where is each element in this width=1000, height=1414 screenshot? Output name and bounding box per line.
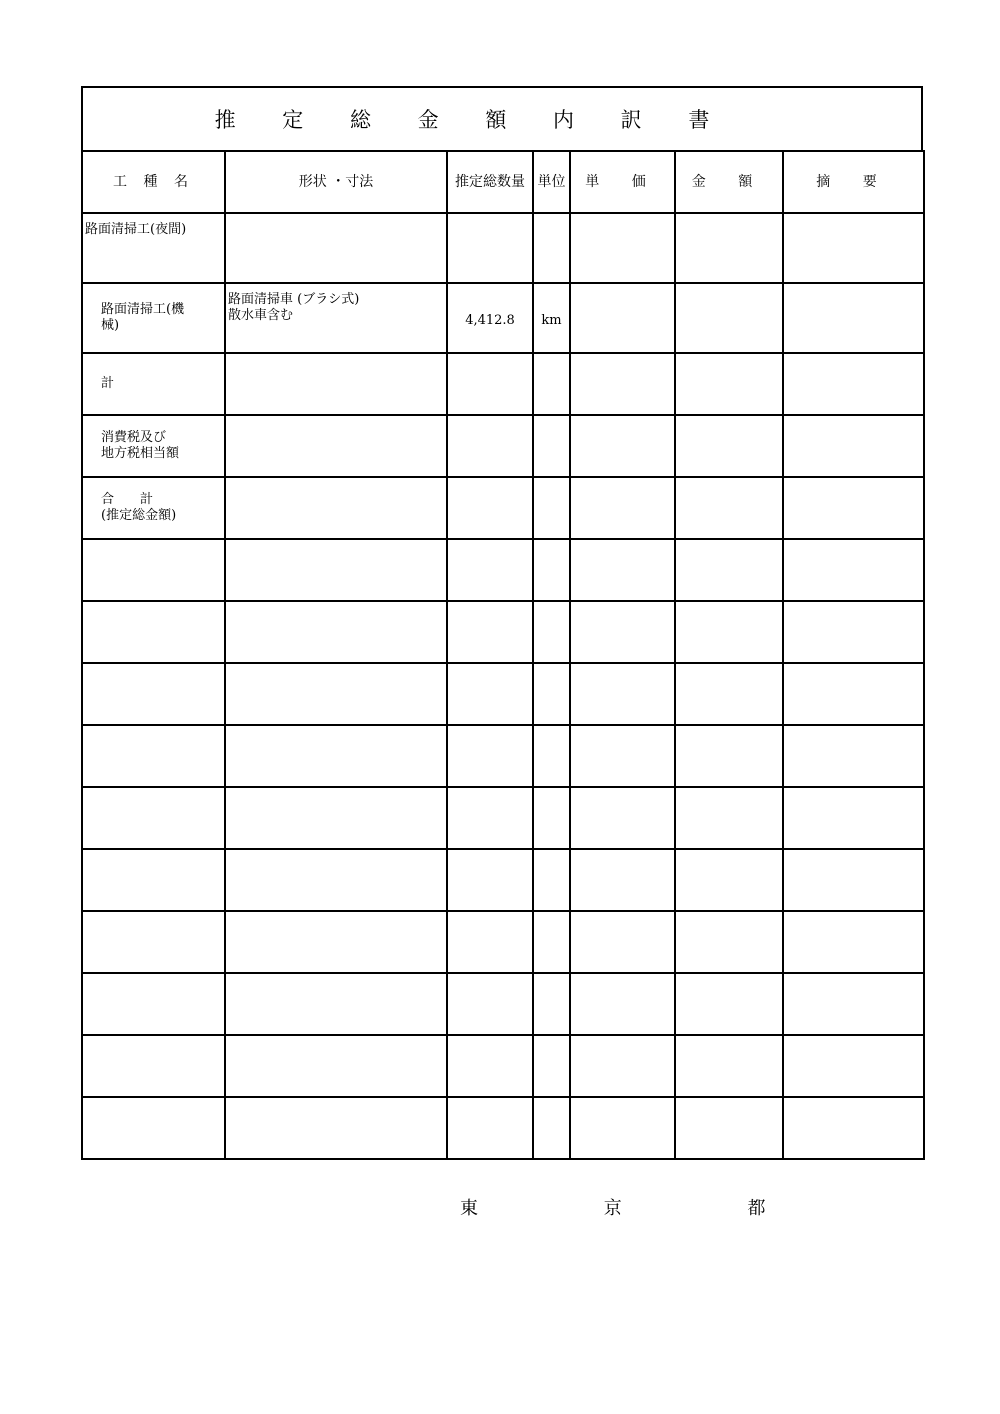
breakdown-table [81, 150, 925, 1160]
cell-remarks [783, 283, 924, 353]
cell-shape [225, 415, 447, 477]
empty-row [82, 539, 924, 601]
issuer-name: 東 京 都 [460, 1198, 826, 1219]
cell-unit [533, 477, 570, 539]
empty-row [82, 787, 924, 849]
cell-shape: 路面清掃車 (ブラシ式) 散水車含む [225, 283, 447, 353]
empty-row [82, 601, 924, 663]
cell-amount [675, 283, 783, 353]
cell-amount [675, 415, 783, 477]
header-unit: 単位 [533, 151, 570, 213]
empty-row [82, 973, 924, 1035]
empty-row [82, 849, 924, 911]
cell-unit-price [570, 283, 675, 353]
cell-unit [533, 415, 570, 477]
estimate-sheet [81, 86, 923, 1160]
table-row [82, 353, 924, 415]
cell-remarks [783, 353, 924, 415]
cell-qty [447, 213, 533, 283]
table-row [82, 213, 924, 283]
cell-unit-price [570, 353, 675, 415]
cell-remarks [783, 477, 924, 539]
empty-row [82, 1035, 924, 1097]
header-unit-price: 単 価 [570, 151, 675, 213]
header-name: 工 種 名 [82, 151, 225, 213]
cell-name: 合 計 (推定総金額) [82, 477, 225, 539]
cell-unit [533, 213, 570, 283]
cell-remarks [783, 415, 924, 477]
header-qty: 推定総数量 [447, 151, 533, 213]
empty-row [82, 663, 924, 725]
table-row [82, 477, 924, 539]
cell-shape [225, 353, 447, 415]
cell-shape [225, 213, 447, 283]
cell-qty [447, 353, 533, 415]
header-amount: 金 額 [675, 151, 783, 213]
header-remarks: 摘 要 [783, 151, 924, 213]
cell-qty [447, 415, 533, 477]
cell-name: 路面清掃工(夜間) [82, 213, 225, 283]
cell-qty [447, 477, 533, 539]
cell-amount [675, 353, 783, 415]
cell-name: 消費税及び 地方税相当額 [82, 415, 225, 477]
cell-remarks [783, 213, 924, 283]
cell-qty: 4,412.8 [447, 283, 533, 353]
table-row [82, 415, 924, 477]
cell-unit-price [570, 477, 675, 539]
cell-unit-price [570, 213, 675, 283]
empty-row [82, 1097, 924, 1159]
cell-name: 計 [82, 353, 225, 415]
table-row [82, 283, 924, 353]
table-header-row [82, 151, 924, 213]
document-title: 推 定 総 金 額 内 訳 書 [214, 108, 730, 132]
header-shape: 形状 ・寸法 [225, 151, 447, 213]
cell-unit-price [570, 415, 675, 477]
empty-row [82, 911, 924, 973]
title-box [81, 86, 923, 150]
cell-amount [675, 477, 783, 539]
cell-name: 路面清掃工(機 械) [82, 283, 225, 353]
cell-shape [225, 477, 447, 539]
cell-amount [675, 213, 783, 283]
cell-unit [533, 353, 570, 415]
empty-row [82, 725, 924, 787]
cell-unit: km [533, 283, 570, 353]
